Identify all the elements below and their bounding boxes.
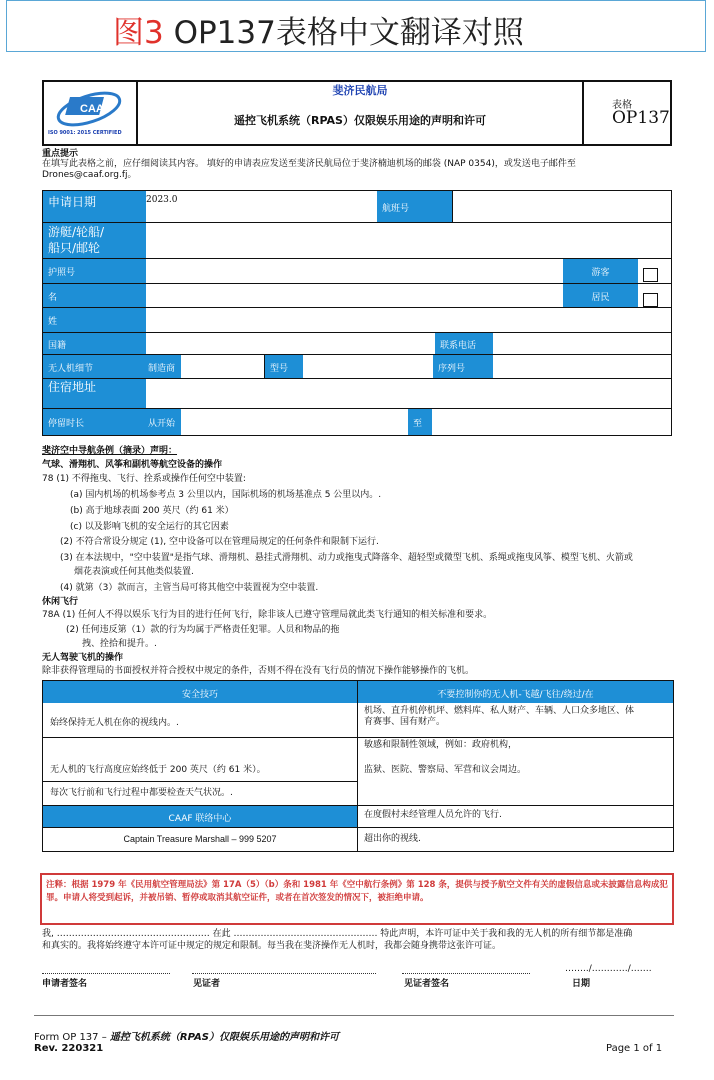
form-header	[42, 80, 672, 146]
no-fly-prisons: 监狱、医院、警察局、军营和议会周边。	[364, 765, 527, 775]
passport-label: 护照号	[43, 259, 146, 283]
model-field[interactable]	[303, 355, 433, 378]
last-name-label: 姓	[43, 308, 146, 332]
reg-78a-2: (2) 任何违反第（1）款的行为均属于严格责任犯罪。人员和物品的拖	[66, 625, 340, 635]
form-title: 遥控飞机系统（RPAS）仅限娱乐用途的声明和许可	[234, 114, 486, 127]
reg-78-2: (2) 不符合常设分规定 (1), 空中设备可以在管理局规定的任何条件和限制下运行.	[60, 537, 379, 547]
nationality-label: 国籍	[43, 333, 146, 354]
reg-78-1-c: (c) 以及影响飞机的安全运行的其它因素	[70, 522, 229, 532]
address-label: 住宿地址	[43, 379, 146, 408]
declaration-line2: 和真实的。我将始终遵守本许可证中规定的规定和限制。每当我在斐济操作无人机时，我都会随身携带这张许可证。	[42, 941, 502, 951]
applicant-signature-label: 申请者签名	[42, 979, 88, 989]
serial-label: 序列号	[433, 355, 493, 378]
model-label: 型号	[265, 355, 303, 378]
caaf-logo	[44, 82, 138, 144]
passport-field[interactable]	[147, 259, 563, 283]
banner-title	[113, 7, 524, 52]
address-field[interactable]	[147, 379, 671, 408]
serial-field[interactable]	[493, 355, 671, 378]
stay-duration-label: 停留时长	[43, 409, 146, 435]
footer-form	[34, 1028, 339, 1043]
notice-heading: 重点提示	[42, 149, 79, 159]
no-fly-sensitive: 敏感和限制性领域，例如：政府机构，	[364, 740, 518, 750]
from-label: 从开始	[146, 409, 181, 435]
to-field[interactable]	[432, 409, 671, 435]
reg-78-1-b: (b) 高于地球表面 200 英尺（约 61 米）	[70, 506, 234, 516]
resident-label: 居民	[563, 284, 638, 307]
reg-78a-1: 78A (1) 任何人不得以娱乐飞行为目的进行任何飞行，除非该人已遵守管理局就此类飞行通知的相关标准和要求。	[42, 610, 493, 620]
reg-78a-2-cont: 拽、拴拾和提升。.	[82, 639, 157, 649]
form-label: 表格	[612, 100, 632, 111]
regulations-sub-balloons: 气球、滑翔机、风筝和副机等航空设备的操作	[42, 460, 223, 470]
regulations-sub-recreation: 休闲飞行	[42, 597, 79, 607]
legal-warning: 注释：根据 1979 年《民用航空管理局法》第 17A（5）（b）条和 1981 年《空中航行条例》第 128 条，提供与授予航空文件有关的虚假信息或未披露信息构成犯罪。申请人将受到起诉，并被吊销、暂停或取消其航空证件，或者在首次签发的情况下，被拒绝申请。	[40, 873, 674, 925]
footer-page: Page 1 of 1	[606, 1043, 663, 1054]
resident-checkbox[interactable]	[643, 293, 658, 307]
no-fly-header: 不要控制你的无人机-飞越/飞往/绕过/在	[358, 681, 673, 703]
ship-label	[43, 223, 146, 258]
applicant-signature-line[interactable]	[42, 973, 170, 974]
phone-label: 联系电话	[435, 333, 493, 354]
ship-label-line2: 船只/邮轮	[48, 241, 101, 255]
date-field[interactable]: ……../…………/…….	[565, 964, 652, 974]
reg-uav: 除非获得管理局的书面授权并符合授权中规定的条件，否则不得在没有飞行员的情况下操作能够操作的飞机。	[42, 666, 475, 676]
to-label: 至	[408, 409, 432, 435]
maker-field[interactable]	[181, 355, 265, 378]
witness-signature-line[interactable]	[402, 973, 530, 974]
nationality-field[interactable]	[147, 333, 435, 354]
tip-line-of-sight: 始终保持无人机在你的视线内。.	[50, 718, 179, 728]
header-title-block	[138, 82, 584, 144]
banner-text: OP137表格中文翻译对照	[163, 15, 524, 51]
contact-name: Captain Treasure Marshall – 999 5207	[123, 834, 277, 844]
tip-altitude: 无人机的飞行高度应始终低于 200 英尺（约 61 米）。	[50, 765, 266, 775]
regulations-sub-uav: 无人驾驶飞机的操作	[42, 653, 124, 663]
footer-form-prefix: Form OP 137 –	[34, 1032, 110, 1043]
first-name-label: 名	[43, 284, 146, 307]
witness-signature-label: 见证者签名	[404, 979, 450, 989]
apply-date-label: 申请日期	[43, 191, 146, 222]
tip-weather: 每次飞行前和飞行过程中都要检查天气状况。.	[50, 788, 233, 798]
phone-field[interactable]	[493, 333, 671, 354]
witness-label: 见证者	[193, 979, 221, 989]
agency-name: 斐济民航局	[332, 84, 388, 97]
no-fly-resort: 在度假村未经管理人员允许的飞行.	[364, 810, 502, 820]
iso-certified: ISO 9001: 2015 CERTIFIED	[48, 130, 122, 136]
reg-78-3: (3) 在本法规中，"空中装置"是指气球、滑翔机、悬挂式滑翔机、动力或拖曳式降落伞、超轻型或微型飞机、系绳或拖曳风筝、模型飞机、火箭或	[60, 553, 633, 563]
visitor-checkbox[interactable]	[643, 268, 658, 282]
regulations-heading: 斐济空中导航条例（摘录）声明：	[42, 446, 178, 456]
footer-revision: Rev. 220321	[34, 1043, 104, 1054]
reg-78-1: 78 (1) 不得拖曳、飞行、拴系或操作任何空中装置:	[42, 474, 246, 484]
witness-line[interactable]	[192, 973, 376, 974]
form-code: OP137	[612, 108, 670, 128]
regulations-section	[42, 446, 674, 677]
top-banner	[6, 0, 706, 52]
notice-body: 在填写此表格之前，应仔细阅读其内容。 填好的申请表应发送至斐济民航局位于斐济楠迪机场的邮袋 (NAP 0354)，或发送电子邮件至 Drones@caaf.org.fj。	[42, 159, 576, 180]
from-field[interactable]	[181, 409, 408, 435]
apply-date-field[interactable]: 2023.0	[146, 195, 178, 205]
reg-78-4: (4) 就第（3）款而言，主管当局可将其他空中装置视为空中装置.	[60, 583, 319, 593]
maker-label: 制造商	[146, 355, 181, 378]
flight-number-label: 航班号	[377, 191, 452, 222]
reg-78-1-a: (a) 国内机场的机场参考点 3 公里以内，国际机场的机场基准点 5 公里以内。.	[70, 490, 382, 500]
caaf-contact-header: CAAF 联络中心	[43, 806, 357, 827]
svg-text:CAAF: CAAF	[80, 103, 111, 115]
figure-number: 图3	[113, 15, 164, 51]
footer-form-title: 遥控飞机系统（RPAS）仅限娱乐用途的声明和许可	[109, 1032, 339, 1043]
reg-78-3-cont: 烟花表演或任何其他类似装置.	[74, 567, 194, 577]
drone-details-label: 无人机细节	[43, 355, 146, 378]
no-fly-beyond-sight: 超出你的视线.	[364, 834, 421, 844]
safety-tips-header: 安全技巧	[43, 681, 357, 703]
flight-number-field[interactable]	[453, 191, 671, 222]
declaration-line1: 我, …………………………………………… 在此 ………………………………………… 特此声明，本许可证中关于我和我的无人机的所有细节都是准确	[42, 929, 633, 939]
last-name-field[interactable]	[147, 308, 671, 332]
first-name-field[interactable]	[147, 284, 563, 307]
date-label: 日期	[572, 979, 591, 989]
visitor-label: 游客	[563, 259, 638, 283]
ship-label-line1: 游艇/轮船/	[48, 225, 105, 239]
ship-field[interactable]	[147, 223, 671, 258]
no-fly-airports: 机场、直升机停机坪、燃料库、私人财产、车辆、人口众多地区、体育赛事、国有财产。	[364, 706, 635, 727]
